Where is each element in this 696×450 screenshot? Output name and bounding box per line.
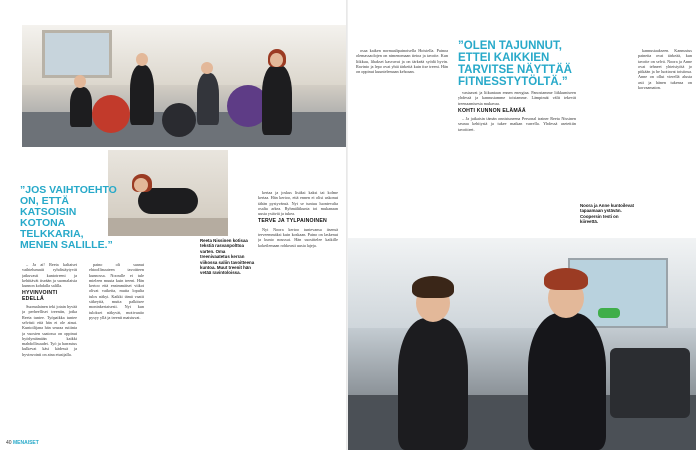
photo-caption: Noora ja Anne kuntoilevat tapaamaan ystävän. Coopersin testi on kiireettä.	[580, 203, 634, 225]
body-paragraph: – Ja jatkaisin tämän onnistuneena Personal trainer Reeta Nissinen seuraa kehitystä ja tukee matkan varrella. Yhdessä asetettiin tavoitteet.	[458, 116, 576, 132]
magazine-name: MENAISET	[12, 440, 39, 446]
text-column-2	[458, 90, 576, 234]
page-folio	[6, 440, 39, 446]
text-column-3	[638, 48, 692, 234]
pull-quote: ”OLEN TAJUNNUT, ETTEI KAIKKIEN TARVITSE NÄYTTÄÄ FITNESSTYTÖLTÄ.”	[458, 40, 572, 89]
crunch-exercise-photo	[108, 150, 228, 236]
page-number: 40	[6, 440, 12, 446]
text-column-3	[258, 190, 338, 438]
body-paragraph: kannustaakseen. Kannustus paineita ovat tärkeää, kun tavoite on selvä. Noora ja Anne ovat tehneet yhteistyötä jo pitkään ja he luottavat toisiinsa. Anne on ollut vierellä alusta asti ja hänen tukensa on korvaamaton.	[638, 48, 692, 91]
intro-paragraph: – Ja ai! Reeta kaltaiset vaihtelumatit ryhdistäytyvät jatkuvasti kuntotreeni ja kehittävät itseään ja suomalaisia kunnon kohdalla salilla.	[22, 262, 77, 289]
photo-caption: Reeta Nissinen kotisaa tekstiä rasvanpolttoa varten. Oma treenivaatetus kerran viikossa saliin tavoitteena kuntoa. Muut treenit hän vetää ravintoloissa.	[200, 238, 255, 276]
text-column-1	[22, 262, 77, 438]
body-paragraph: Suomalainen teki jotain hyvää ja perheelliset treeniin, jotka Reeta tuntee. Työpaikka tuntee selvästi että hän ei ole ainut. Kuntoilijana hän seuraa rutiinia ja vuosien saatossa on oppinut hyödyntämään kaikki mahdollisuudet. Työ ja harrastus kulkevat käsi kädessä ja hyvinvointi on aina etusijalla.	[22, 304, 77, 357]
text-column-2	[89, 262, 144, 438]
section-heading: KOHTI KUNNON ELÄMÄÄ	[458, 107, 526, 114]
body-paragraph: kertaa ja joskus lisäksi kaksi tai kolme kertaa. Hän kertoo, että ennen ei olisi uskonut tähän pystyvänsä. Nyt se tuntuu luontevalta osalta arkea. Ryhmäliikunta toi mukanaan uusia ystäviä ja tukea.	[258, 190, 338, 217]
body-paragraph: vastaavat ja liikuntaan ennen energiaa. Panostamme liikkumiseen yhdessä ja kannustamme toisiamme. Lämpimät välit tekevät treenaamisesta mukavaa.	[458, 90, 576, 106]
section-heading: HYVINVOINTI EDELLÄ	[22, 290, 58, 302]
body-paragraph: Nyt Noora kertoo tuntevansa itsensä terveemmäksi kuin koskaan. Paino on laskenut ja kunto noussut. Hän suosittelee kaikille kokeilemaan rohkeasti uusia lajeja.	[258, 226, 338, 248]
dumbbell-training-photo	[348, 238, 696, 450]
body-paragraph: osaa kaiken normaalipainoisella Hoisiella. Painoa olemassaolojen on nimenomaan tietoa ja tavoite. Kun liikkuu, lihakset kasvavat ja on tärkeää syödä hyvin. Ravinto ja lepo ovat yhtä tärkeitä kuin itse treeni. Hän on oppinut kuuntelemaan kehoaan.	[356, 48, 448, 75]
pull-quote: ”JOS VAIHTOEHTO ON, ETTÄ KATSOISIN KOTONA TELKKARIA, MENEN SALILLE.”	[20, 184, 117, 252]
gym-group-photo	[22, 25, 346, 147]
text-column-1	[356, 48, 448, 234]
section-heading: TERVE JA TYLPAINOINEN	[258, 218, 327, 225]
body-paragraph: paino oli saanut ehtoollisuuteen tavoitteen kunnossa. Nooralle ei tule mieleen muuta kuin treeni. Hän kertoo että ensimmäiset viikot olivat vaikeita, mutta lopulta tulos näkyi. Kaikki tämä vaatii sitkeyttä, mutta palkitsee moninkertaisesti. Nyt kun tulokset näkyvät, motivaatio pysyy yllä ja treenit maistuvat.	[89, 262, 144, 320]
